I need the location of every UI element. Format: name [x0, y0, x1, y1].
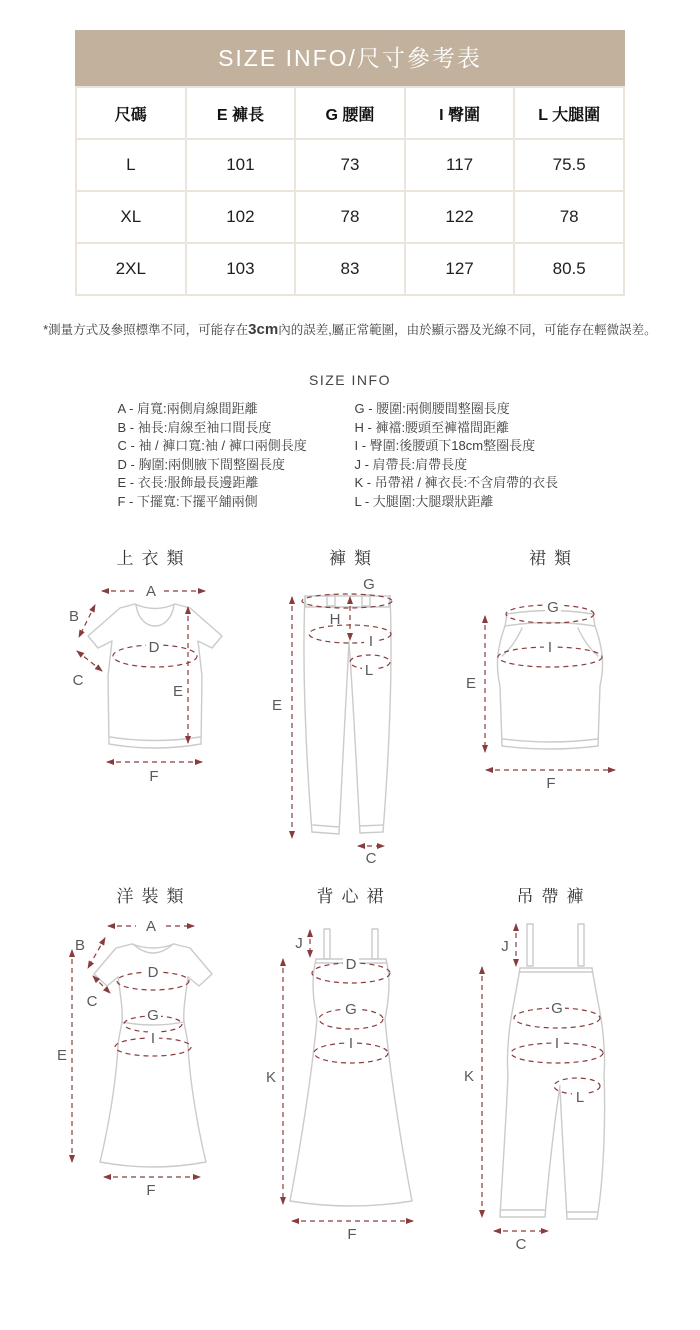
tshirt-outline: [88, 604, 222, 748]
measure-label-c: C: [515, 1235, 527, 1252]
measure-label-i: I: [150, 1029, 156, 1047]
diagram-title: 吊帶褲: [516, 886, 592, 906]
measure-label-e: E: [465, 674, 477, 692]
table-cell: 78: [295, 191, 405, 243]
legend-item: G - 腰圍:兩側腰間整圈長度: [354, 401, 510, 416]
diagram-skirt: [450, 546, 650, 866]
skirt-outline: [497, 610, 602, 749]
measure-label-f: F: [149, 767, 159, 785]
diagram-title: 上衣類: [116, 548, 192, 568]
note-suffix: 內的誤差,屬正常範圍，由於顯示器及光線不同，可能存在輕微誤差。: [278, 323, 657, 337]
table-cell: 122: [405, 191, 515, 243]
legend-item: L - 大腿圍:大腿環狀距離: [354, 493, 494, 509]
table-cell: 80.5: [514, 243, 624, 295]
header-hip: I 臀圍: [405, 87, 515, 139]
tshirt-measure-marks: [69, 583, 205, 785]
diagram-slip-dress: [250, 884, 450, 1252]
measure-label-i: I: [547, 638, 553, 656]
tshirt-diagram-icon: [50, 576, 250, 788]
note-highlight: 3cm: [248, 321, 279, 338]
measure-label-a: A: [145, 582, 157, 600]
measure-label-k: K: [265, 1068, 277, 1086]
overalls-outline: [500, 924, 605, 1219]
diagram-row-1: [50, 546, 650, 866]
header-waist: G 腰圍: [295, 87, 405, 139]
table-cell: XL: [76, 191, 186, 243]
measure-label-i: I: [554, 1034, 560, 1052]
measure-label-e: E: [56, 1046, 68, 1064]
measure-label-g: G: [147, 1006, 159, 1024]
size-table-title: SIZE INFO/尺寸參考表: [75, 30, 625, 86]
diagram-title: 背心裙: [316, 886, 392, 906]
measure-label-i: I: [368, 632, 374, 650]
table-header-row: [76, 87, 624, 139]
table-cell: 2XL: [76, 243, 186, 295]
diagram-title: 洋裝類: [116, 886, 192, 906]
header-size: 尺碼: [76, 87, 186, 139]
measure-label-d: D: [147, 963, 159, 981]
legend: [0, 400, 700, 512]
measure-label-l: L: [364, 661, 374, 679]
measurement-note: [0, 320, 700, 338]
diagram-title: 裙類: [529, 548, 579, 568]
measure-label-f: F: [146, 1181, 156, 1199]
legend-left-column: [118, 400, 355, 512]
skirt-diagram-icon: [450, 576, 650, 791]
table-cell: 117: [405, 139, 515, 191]
measure-label-f: F: [347, 1225, 357, 1243]
size-table-section: [75, 30, 625, 296]
legend-item: I - 臀圍:後腰頭下18cm整圈長度: [354, 438, 536, 454]
pants-outline: [304, 595, 391, 834]
diagram-overalls: [450, 884, 650, 1252]
pants-diagram-icon: [250, 576, 450, 866]
overalls-measure-marks: [464, 924, 603, 1252]
measure-label-d: D: [345, 955, 357, 973]
diagram-pants: [250, 546, 450, 866]
diagram-row-2: [50, 884, 650, 1252]
legend-right-column: [355, 400, 583, 512]
measure-label-j: J: [501, 937, 509, 955]
legend-item: F - 下擺寬:下擺平舖兩側: [117, 493, 258, 509]
measure-label-i: I: [348, 1034, 354, 1052]
legend-item: H - 褲襠:腰頭至褲襠間距離: [354, 419, 510, 435]
header-thigh: L 大腿圍: [514, 87, 624, 139]
table-cell: L: [76, 139, 186, 191]
skirt-measure-marks: [466, 599, 615, 791]
measure-label-g: G: [363, 575, 375, 593]
table-row: [76, 243, 624, 295]
legend-item: E - 衣長:服飾最長邊距離: [117, 475, 259, 491]
measure-label-b: B: [68, 607, 80, 625]
measure-label-l: L: [575, 1088, 585, 1106]
measure-label-c: C: [365, 849, 377, 866]
dress-measure-marks: [57, 918, 200, 1199]
table-cell: 101: [186, 139, 296, 191]
diagram-tops: [50, 546, 250, 866]
table-cell: 83: [295, 243, 405, 295]
legend-item: K - 吊帶裙 / 褲衣長:不含肩帶的衣長: [354, 475, 559, 491]
note-prefix: *測量方式及參照標準不同，可能存在: [43, 323, 249, 337]
measure-label-a: A: [145, 917, 157, 935]
dress-diagram-icon: [50, 914, 250, 1199]
measure-label-h: H: [329, 610, 341, 628]
diagram-title: 褲類: [329, 548, 379, 568]
diagram-dress: [50, 884, 250, 1252]
measure-label-e: E: [271, 696, 283, 714]
table-cell: 127: [405, 243, 515, 295]
legend-item: C - 袖 / 褲口寬:袖 / 褲口兩側長度: [117, 438, 307, 454]
pants-measure-marks: [272, 576, 392, 866]
header-pants-length: E 褲長: [186, 87, 296, 139]
table-cell: 102: [186, 191, 296, 243]
table-row: [76, 191, 624, 243]
slip-dress-diagram-icon: [250, 914, 450, 1244]
table-row: [76, 139, 624, 191]
legend-title: SIZE INFO: [309, 372, 391, 388]
legend-item: B - 袖長:肩線至袖口間長度: [117, 419, 272, 435]
measure-label-f: F: [546, 774, 556, 791]
measure-label-k: K: [463, 1067, 475, 1085]
legend-item: A - 肩寬:兩側肩線間距離: [117, 401, 258, 416]
measure-label-j: J: [295, 934, 303, 952]
measure-label-e: E: [172, 682, 184, 700]
table-cell: 103: [186, 243, 296, 295]
measure-label-g: G: [551, 999, 563, 1017]
measure-label-c: C: [86, 992, 98, 1010]
table-cell: 73: [295, 139, 405, 191]
table-cell: 75.5: [514, 139, 624, 191]
measure-label-d: D: [148, 638, 160, 656]
legend-item: D - 胸圍:兩側腋下間整圈長度: [117, 456, 286, 472]
size-table: [75, 86, 625, 296]
overalls-diagram-icon: [450, 914, 650, 1252]
legend-item: J - 肩帶長:肩帶長度: [354, 456, 468, 472]
measure-label-g: G: [345, 1000, 357, 1018]
measure-label-g: G: [547, 598, 559, 616]
slip-dress-measure-marks: [266, 930, 413, 1243]
measure-label-c: C: [72, 671, 84, 689]
measure-label-b: B: [74, 936, 86, 954]
table-cell: 78: [514, 191, 624, 243]
